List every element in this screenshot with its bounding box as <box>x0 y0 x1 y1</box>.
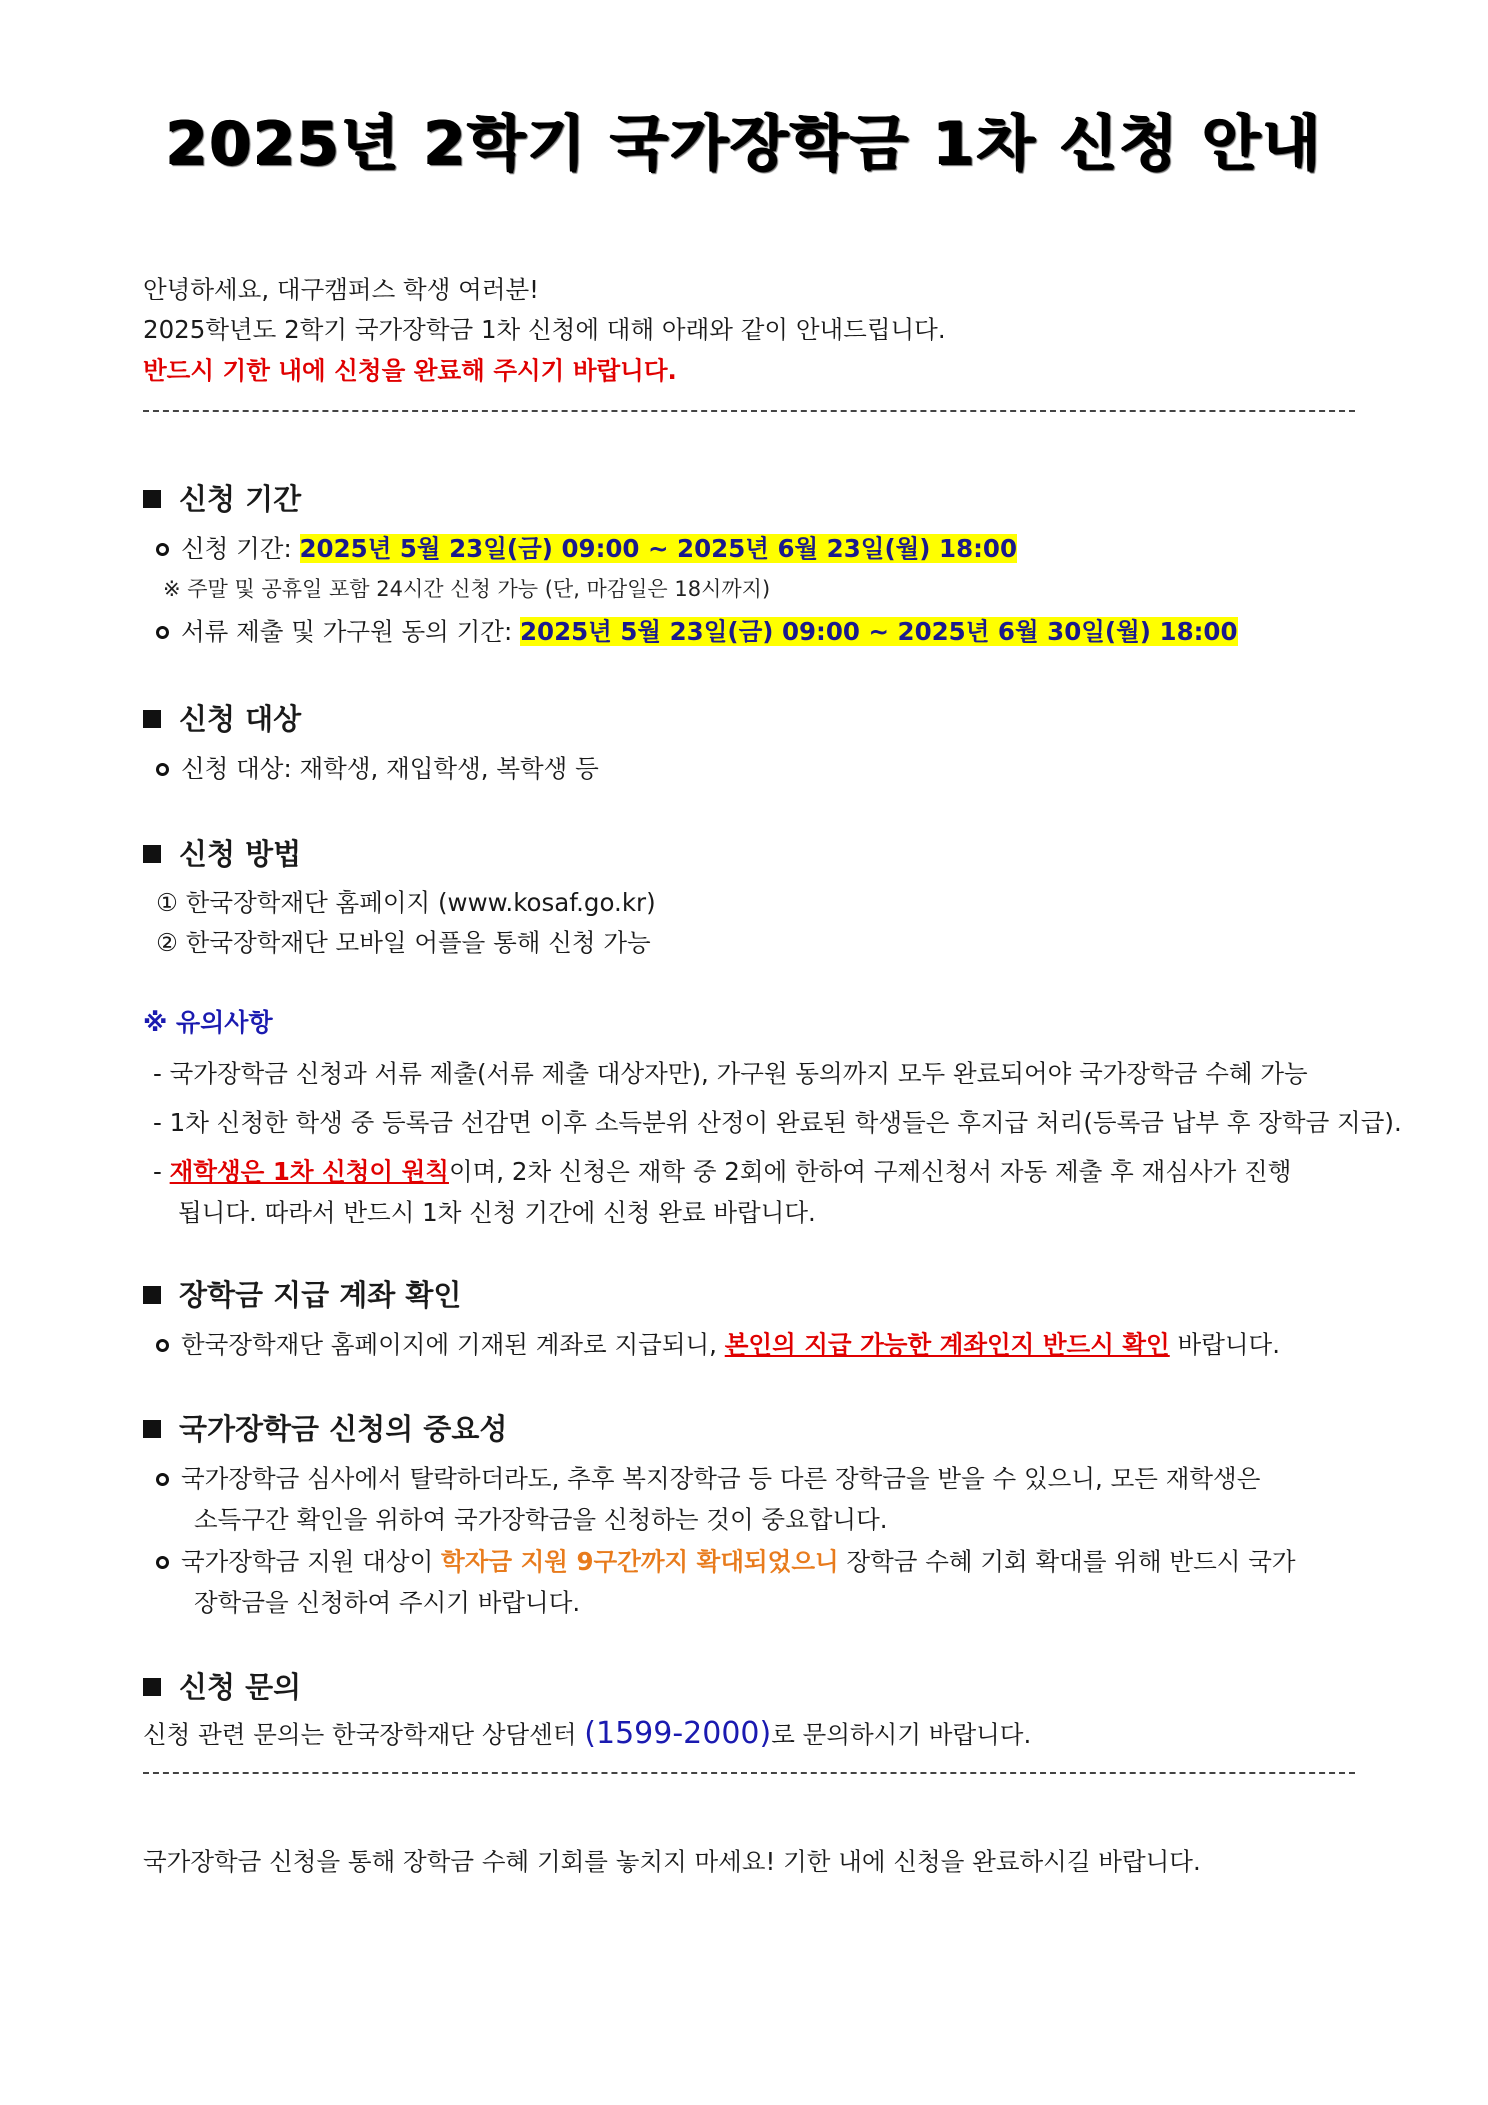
circle-bullet-icon <box>156 763 169 776</box>
docs-period-value: 2025년 5월 23일(금) 09:00 ~ 2025년 6월 30일(월) 18:00 <box>519 617 1238 646</box>
circle-bullet-icon <box>156 1556 169 1569</box>
caution-item-3: - 재학생은 1차 신청이 원칙이며, 2차 신청은 재학 중 2회에 한하여 구제신청서 자동 제출 후 재심사가 진행 <box>153 1157 1292 1186</box>
circle-bullet-icon <box>156 1339 169 1352</box>
account-item: 한국장학재단 홈페이지에 기재된 계좌로 지급되니, 본인의 지급 가능한 계좌인지 반드시 확인 바랍니다. <box>156 1328 1280 1362</box>
section-heading-account: 장학금 지급 계좌 확인 <box>143 1275 461 1315</box>
importance-item-1-continued: 소득구간 확인을 위하여 국가장학금을 신청하는 것이 중요합니다. <box>194 1505 888 1534</box>
circle-bullet-icon <box>156 626 169 639</box>
period-docs-item: 서류 제출 및 가구원 동의 기간: 2025년 5월 23일(금) 09:00 ~ 2025년 6월 30일(월) 18:00 <box>156 615 1238 649</box>
importance-emphasis: 학자금 지원 9구간까지 확대되었으니 <box>441 1547 839 1576</box>
square-bullet-icon <box>143 490 161 508</box>
target-item: 신청 대상: 재학생, 재입학생, 복학생 등 <box>156 752 599 786</box>
apply-period-value: 2025년 5월 23일(금) 09:00 ~ 2025년 6월 23일(월) 18:00 <box>299 534 1018 563</box>
section-heading-period: 신청 기간 <box>143 479 301 519</box>
intro-line: 2025학년도 2학기 국가장학금 1차 신청에 대해 아래와 같이 안내드립니다. <box>143 315 946 344</box>
divider-bottom <box>143 1772 1355 1774</box>
closing-text: 국가장학금 신청을 통해 장학금 수혜 기회를 놓치지 마세요! 기한 내에 신청을 완료하시길 바랍니다. <box>143 1847 1201 1876</box>
importance-item-1: 국가장학금 심사에서 탈락하더라도, 추후 복지장학금 등 다른 장학금을 받을 수 있으니, 모든 재학생은 <box>156 1462 1260 1496</box>
caution-emphasis: 재학생은 1차 신청이 원칙 <box>169 1157 449 1186</box>
square-bullet-icon <box>143 710 161 728</box>
importance-item-2-continued: 장학금을 신청하여 주시기 바랍니다. <box>194 1588 581 1617</box>
square-bullet-icon <box>143 1678 161 1696</box>
section-heading-inquiry: 신청 문의 <box>143 1667 301 1707</box>
caution-item-3-continued: 됩니다. 따라서 반드시 1차 신청 기간에 신청 완료 바랍니다. <box>178 1198 816 1227</box>
intro-greeting: 안녕하세요, 대구캠퍼스 학생 여러분! <box>143 275 539 304</box>
divider-top <box>143 410 1355 412</box>
section-heading-method: 신청 방법 <box>143 834 301 874</box>
section-heading-importance: 국가장학금 신청의 중요성 <box>143 1409 507 1449</box>
square-bullet-icon <box>143 1420 161 1438</box>
account-emphasis: 본인의 지급 가능한 계좌인지 반드시 확인 <box>724 1330 1170 1359</box>
importance-item-2: 국가장학금 지원 대상이 학자금 지원 9구간까지 확대되었으니 장학금 수혜 기회 확대를 위해 반드시 국가 <box>156 1545 1296 1579</box>
caution-item-1: - 국가장학금 신청과 서류 제출(서류 제출 대상자만), 가구원 동의까지 모두 완료되어야 국가장학금 수혜 가능 <box>153 1059 1308 1088</box>
phone-number: (1599-2000) <box>584 1716 772 1751</box>
period-note: ※ 주말 및 공휴일 포함 24시간 신청 가능 (단, 마감일은 18시까지) <box>163 577 771 601</box>
caution-heading: ※ 유의사항 <box>143 1008 273 1037</box>
square-bullet-icon <box>143 1286 161 1304</box>
square-bullet-icon <box>143 845 161 863</box>
period-apply-item: 신청 기간: 2025년 5월 23일(금) 09:00 ~ 2025년 6월 23일(월) 18:00 <box>156 532 1017 566</box>
inquiry-text: 신청 관련 문의는 한국장학재단 상담센터 (1599-2000)로 문의하시기 바랍니다. <box>143 1716 1032 1751</box>
circle-bullet-icon <box>156 543 169 556</box>
circle-bullet-icon <box>156 1473 169 1486</box>
method-item-website: ① 한국장학재단 홈페이지 (www.kosaf.go.kr) <box>156 888 656 917</box>
method-item-app: ② 한국장학재단 모바일 어플을 통해 신청 가능 <box>156 928 651 957</box>
caution-item-2: - 1차 신청한 학생 중 등록금 선감면 이후 소득분위 산정이 완료된 학생들은 후지급 처리(등록금 납부 후 장학금 지급). <box>153 1108 1402 1137</box>
section-heading-target: 신청 대상 <box>143 699 301 739</box>
intro-warning: 반드시 기한 내에 신청을 완료해 주시기 바랍니다. <box>143 356 677 385</box>
page-title: 2025년 2학기 국가장학금 1차 신청 안내 <box>165 109 1323 179</box>
